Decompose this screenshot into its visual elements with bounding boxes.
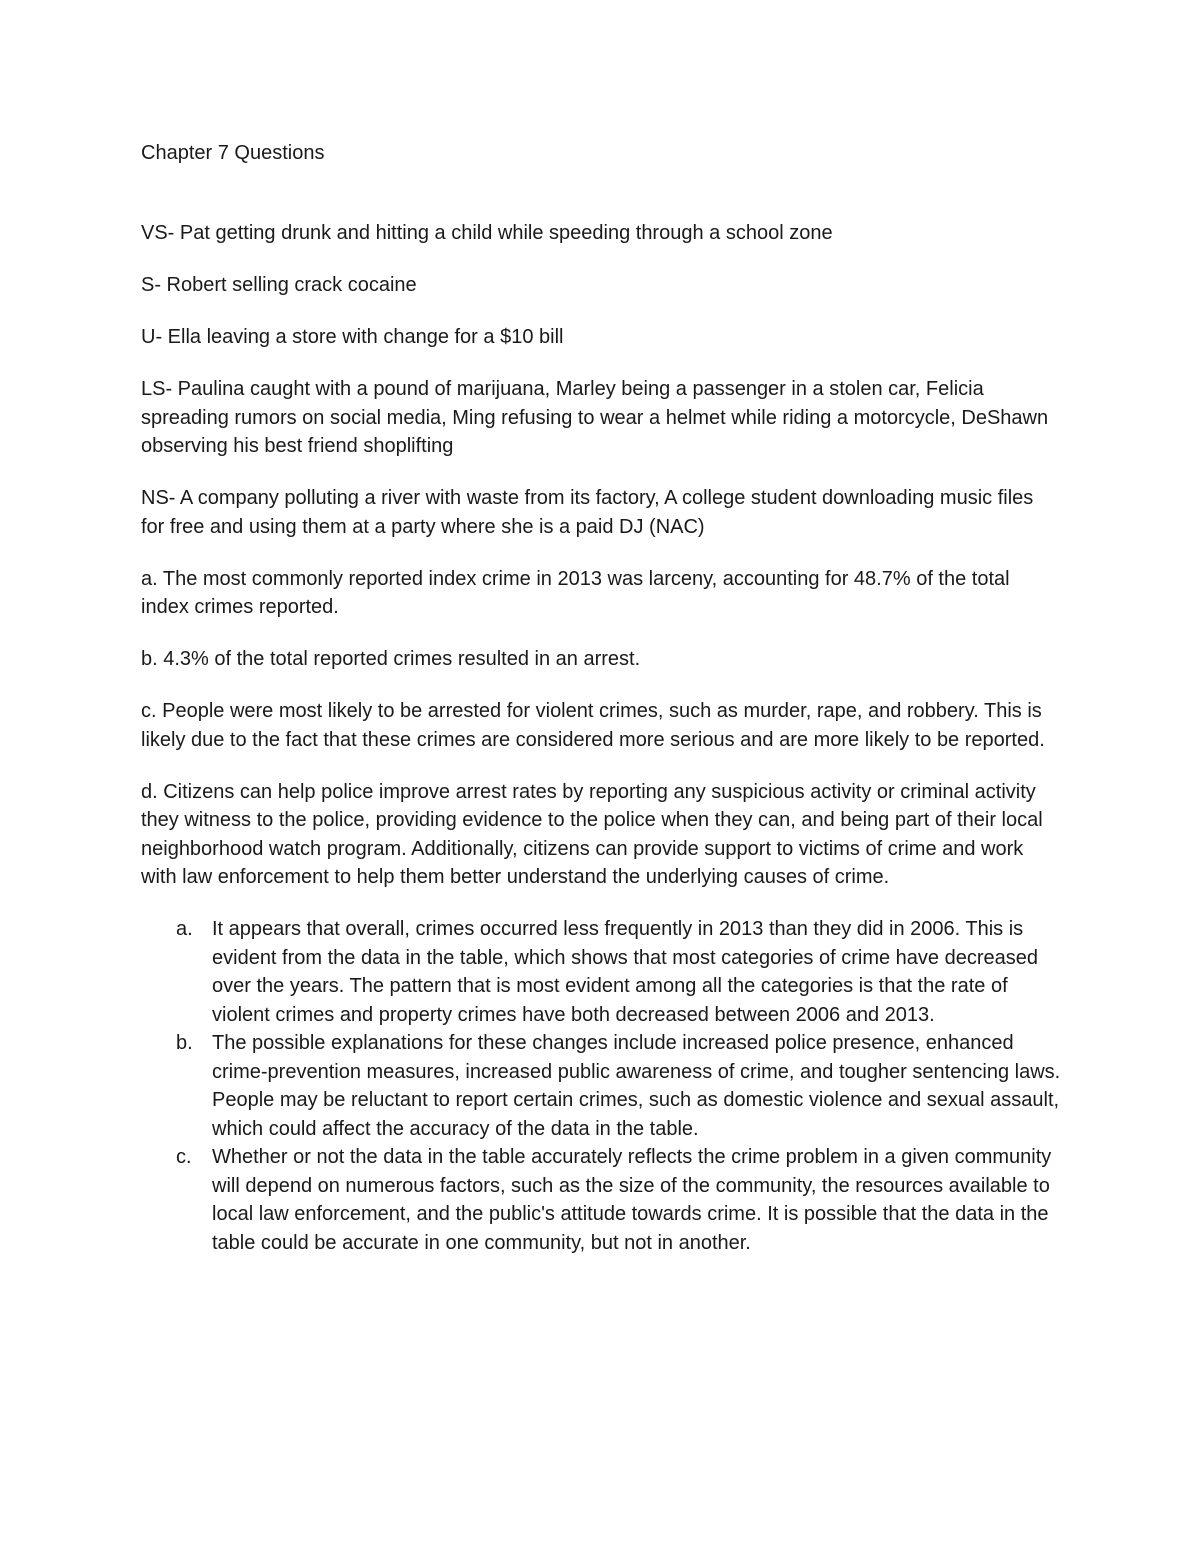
list-marker: b.: [176, 1032, 193, 1054]
page-title: Chapter 7 Questions: [141, 142, 325, 164]
answer-b: b. 4.3% of the total reported crimes resulted in an arrest.: [141, 648, 641, 670]
answer-d: d. Citizens can help police improve arrest rates by reporting any suspicious activity or criminal activity they witness to the police, providing evidence to the police when they can, and being part of their local neighborhood watch program. Additionally, citizens can provide support to victims of crime and work with law enforcement to help them better understand the underlying causes of crime.: [141, 780, 1043, 888]
list-item: [141, 1029, 1061, 1143]
list-marker: a.: [176, 918, 193, 940]
list-marker: c.: [176, 1146, 192, 1168]
answer-less-serious: LS- Paulina caught with a pound of marijuana, Marley being a passenger in a stolen car, Felicia spreading rumors on social media, Ming refusing to wear a helmet while riding a motorcycle, DeShawn observing his best friend shoplifting: [141, 378, 1049, 457]
list-item: [141, 1143, 1061, 1257]
answer-very-serious: VS- Pat getting drunk and hitting a child while speeding through a school zone: [141, 222, 833, 244]
document-page: [141, 139, 1061, 1257]
list-item-text: Whether or not the data in the table accurately reflects the crime problem in a given community will depend on numerous factors, such as the size of the community, the resources available to local law enforcement, and the public's attitude towards crime. It is possible that the data in the table could be accurate in one community, but not in another.: [212, 1146, 1052, 1254]
sub-answer-list: [141, 915, 1061, 1257]
answer-a: a. The most commonly reported index crime in 2013 was larceny, accounting for 48.7% of the total index crimes reported.: [141, 567, 1010, 618]
answer-serious: S- Robert selling crack cocaine: [141, 274, 417, 296]
list-item: [141, 915, 1061, 1029]
answer-not-serious: NS- A company polluting a river with waste from its factory, A college student downloading music files for free and using them at a party where she is a paid DJ (NAC): [141, 487, 1034, 538]
answer-unsure: U- Ella leaving a store with change for a $10 bill: [141, 326, 564, 348]
answer-c: c. People were most likely to be arrested for violent crimes, such as murder, rape, and robbery. This is likely due to the fact that these crimes are considered more serious and are more likely to be reported.: [141, 700, 1045, 751]
list-item-text: The possible explanations for these changes include increased police presence, enhanced crime-prevention measures, increased public awareness of crime, and tougher sentencing laws. People may be reluctant to report certain crimes, such as domestic violence and sexual assault, which could affect the accuracy of the data in the table.: [212, 1032, 1061, 1140]
list-item-text: It appears that overall, crimes occurred less frequently in 2013 than they did in 2006. This is evident from the data in the table, which shows that most categories of crime have decreased over the years. The pattern that is most evident among all the categories is that the rate of violent crimes and property crimes have both decreased between 2006 and 2013.: [212, 918, 1038, 1026]
